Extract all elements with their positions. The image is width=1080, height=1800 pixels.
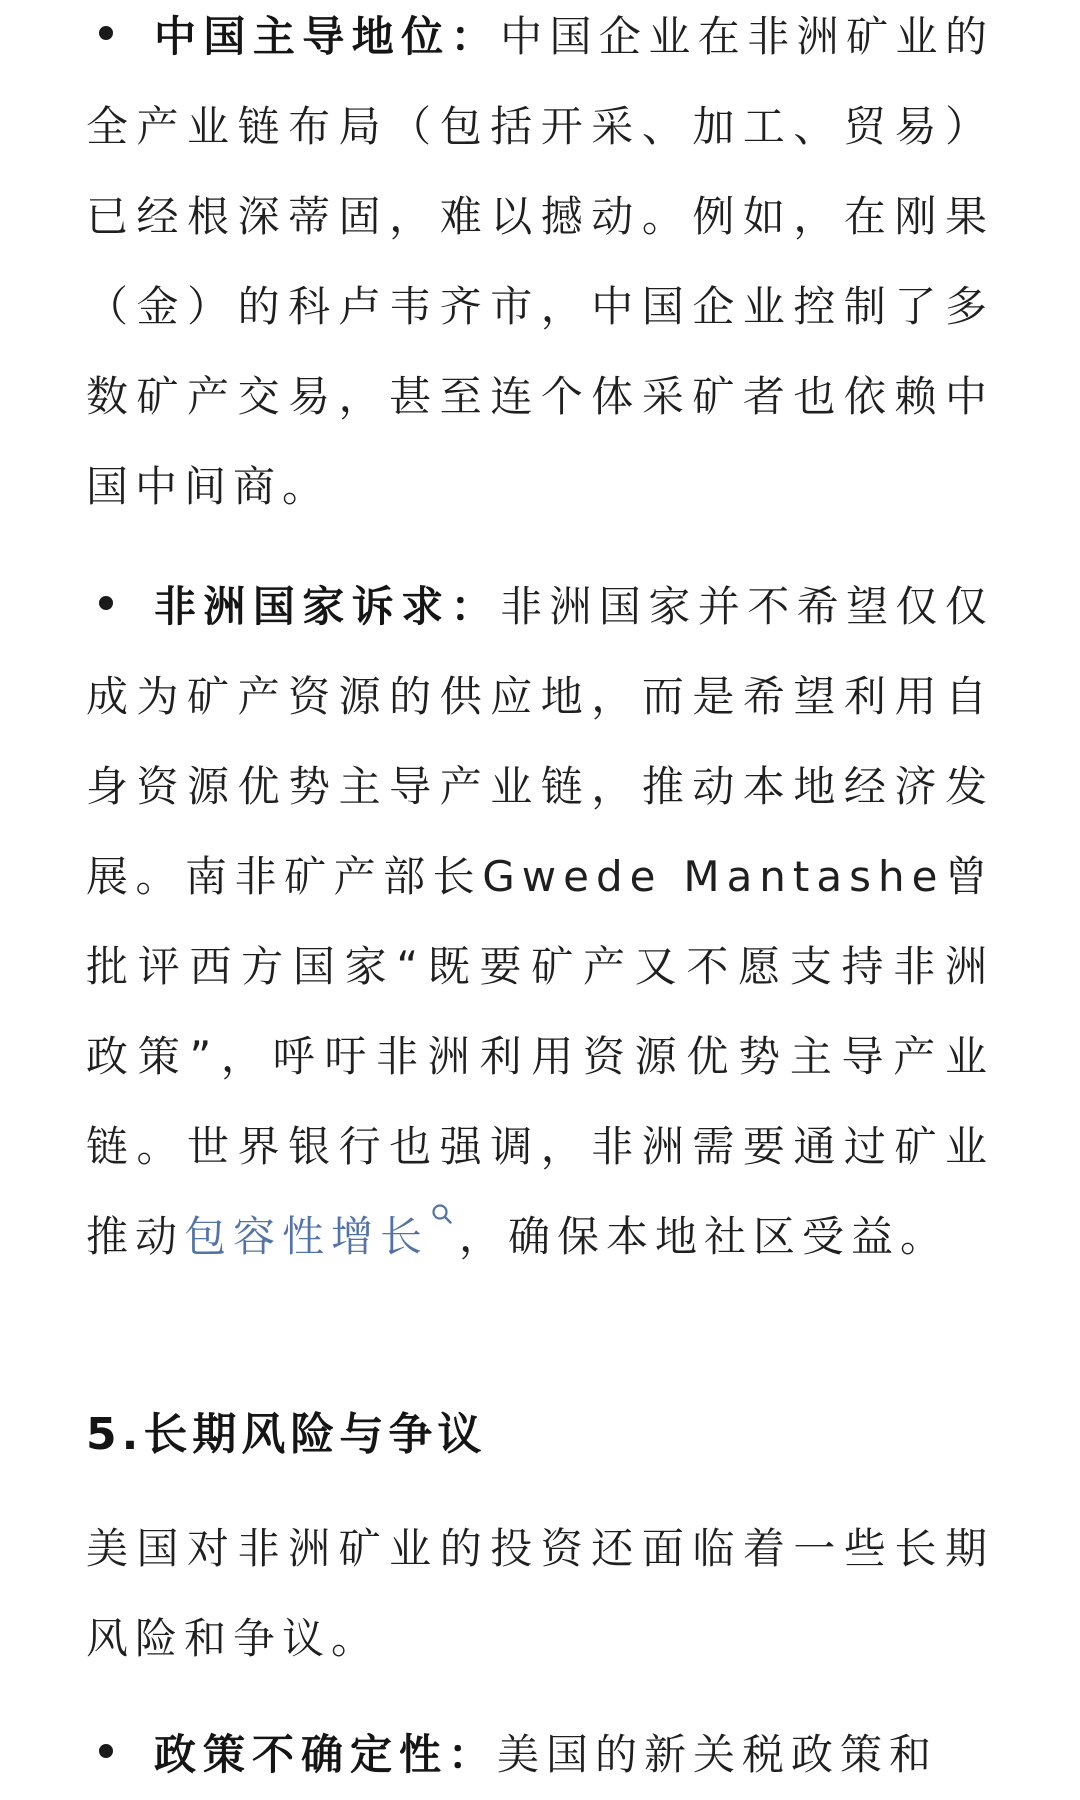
bullet-text [86, 562, 994, 1282]
bullet-body: 非洲国家并不希望仅仅成为矿产资源的供应地，而是希望利用自身资源优势主导产业链，推动本地经济发展。南非矿产部长Gwede Mantashe曾批评西方国家“既要矿产又不愿支持非洲政策”，呼吁非洲利用资源优势主导产业链。世界银行也强调，非洲需要通过矿业推动 [86, 582, 994, 1261]
bullet-text [86, 0, 994, 532]
bullet-dot [99, 1744, 113, 1758]
bullet-body: 美国的新关税政策和 [497, 1730, 939, 1779]
section-heading: 5.长期风险与争议 [86, 1409, 487, 1460]
bullet-dot [99, 596, 113, 610]
bullet-body-tail: ，确保本地社区受益。 [459, 1212, 950, 1261]
bullet-item-china-dominance [86, 0, 994, 532]
bullet-lead: 中国主导地位： [154, 12, 501, 61]
bullet-text [86, 1710, 994, 1800]
search-icon[interactable] [431, 1203, 453, 1225]
bullet-item-african-demands [86, 562, 994, 1282]
bullet-body: 中国企业在非洲矿业的全产业链布局（包括开采、加工、贸易）已经根深蒂固，难以撼动。例如，在刚果（金）的科卢韦齐市，中国企业控制了多数矿产交易，甚至连个体采矿者也依赖中国中间商。 [86, 12, 994, 511]
bullet-dot [99, 26, 113, 40]
bullet-lead: 非洲国家诉求： [154, 582, 501, 631]
bullet-item-policy-uncertainty [86, 1710, 994, 1800]
search-link-inclusive-growth[interactable]: 包容性增长 [184, 1212, 430, 1261]
section-paragraph: 美国对非洲矿业的投资还面临着一些长期风险和争议。 [86, 1524, 994, 1663]
bullet-lead: 政策不确定性： [154, 1730, 498, 1779]
